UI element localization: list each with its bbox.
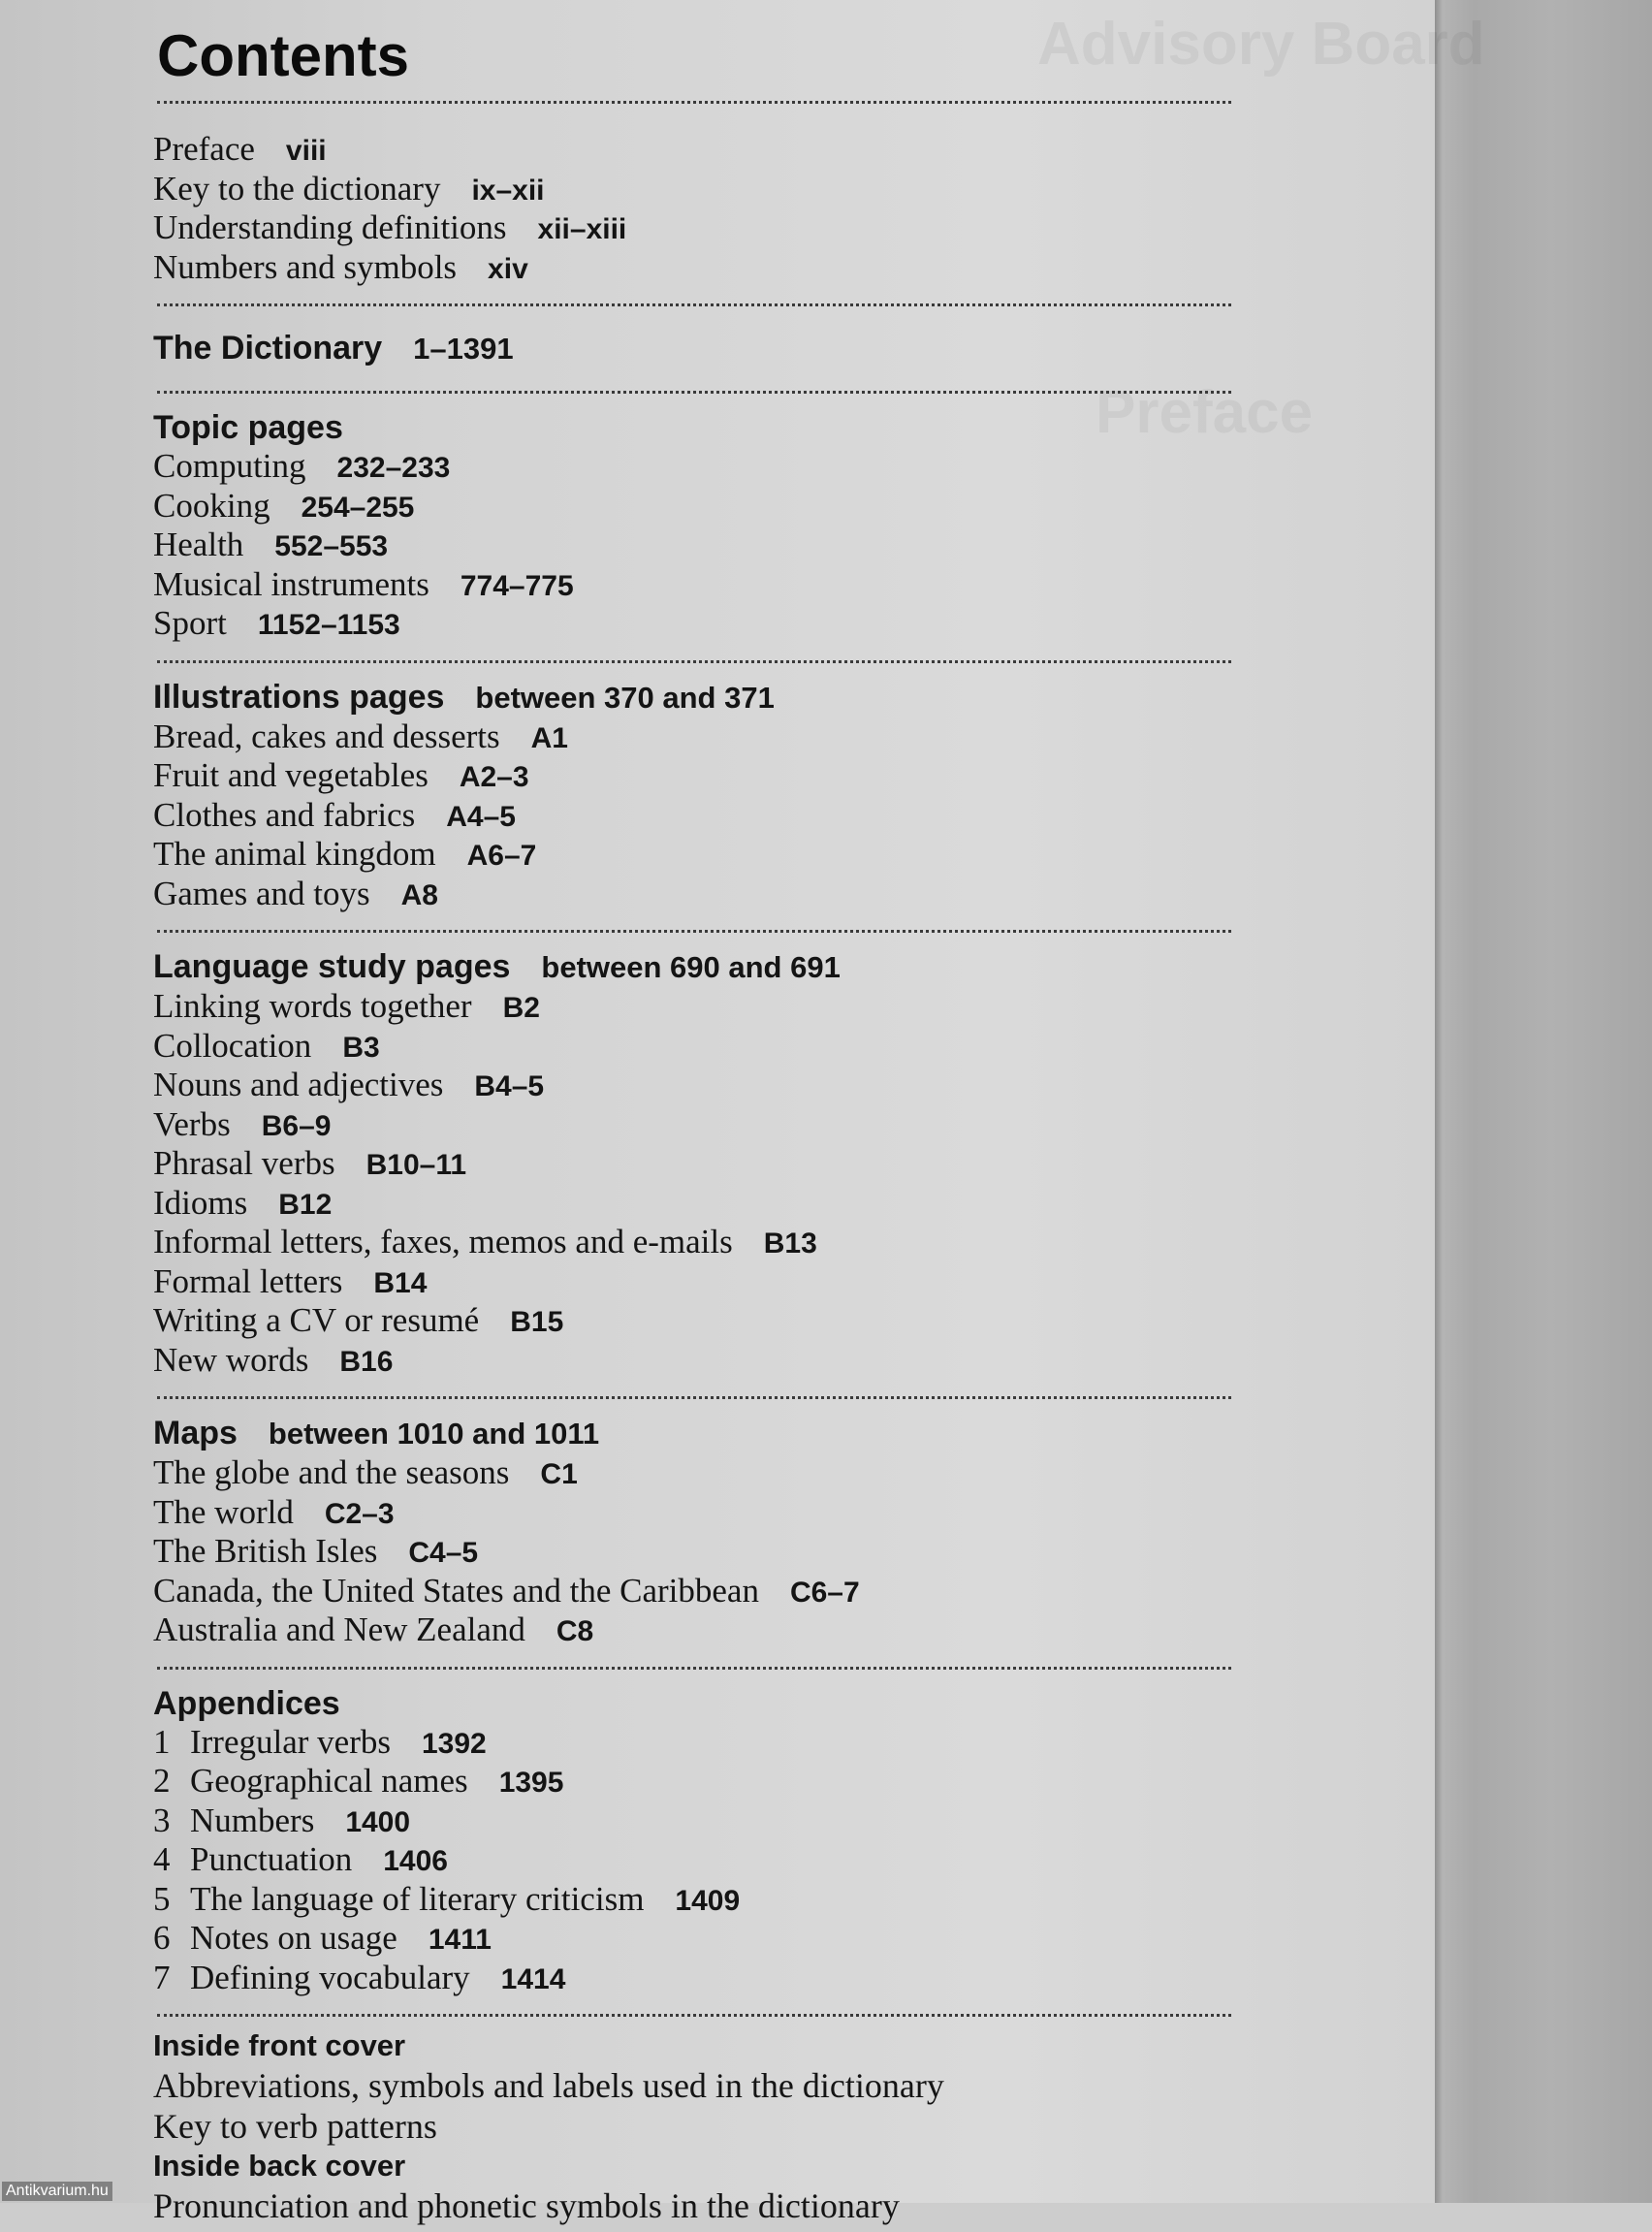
entry-label: Geographical names	[190, 1762, 468, 1800]
language-study-section	[153, 933, 1239, 1387]
appendix-entry[interactable]	[153, 1841, 1239, 1881]
toc-entry[interactable]	[153, 1611, 1239, 1651]
entry-label: Preface	[153, 130, 255, 168]
toc-entry[interactable]	[153, 1533, 1239, 1573]
entry-label: Numbers	[190, 1801, 315, 1839]
section-heading	[153, 677, 1239, 718]
toc-entry[interactable]	[153, 1106, 1239, 1146]
entry-pages: 254–255	[301, 491, 415, 524]
appendix-number: 3	[153, 1801, 171, 1839]
entry-pages: 1152–1153	[257, 609, 400, 641]
entry-pages: 552–553	[274, 530, 389, 562]
entry-label: New words	[153, 1340, 309, 1379]
maps-section	[153, 1399, 1239, 1657]
entry-pages: 1406	[383, 1845, 448, 1877]
maps-range: between 1010 and 1011	[268, 1417, 600, 1451]
toc-entry[interactable]	[153, 1185, 1239, 1225]
entry-label: Health	[153, 526, 244, 563]
entry-label: Bread, cakes and desserts	[153, 717, 500, 755]
entry-pages: 1414	[500, 1962, 566, 1995]
entry-pages: B16	[339, 1345, 394, 1378]
entry-pages: B6–9	[261, 1109, 332, 1142]
entry-pages: 774–775	[460, 569, 574, 602]
toc-entry[interactable]: Pronunciation and phonetic symbols in the dictionary	[153, 2186, 900, 2225]
entry-pages: 1409	[675, 1884, 741, 1917]
entry-pages: ix–xii	[471, 174, 545, 207]
maps-heading: Maps	[153, 1415, 238, 1451]
dictionary-pages: 1–1391	[413, 332, 514, 366]
entry-label: Verbs	[153, 1104, 231, 1143]
appendix-number: 1	[153, 1722, 171, 1761]
toc-entry[interactable]	[153, 1145, 1239, 1185]
toc-entry[interactable]	[153, 1028, 1239, 1068]
appendix-entry[interactable]	[153, 1724, 1239, 1764]
toc-entry[interactable]	[153, 526, 1239, 566]
entry-label: Nouns and adjectives	[153, 1066, 444, 1103]
page-edge	[1435, 0, 1652, 2203]
entry-label: Musical instruments	[153, 564, 429, 603]
entry-label: Formal letters	[153, 1261, 343, 1300]
entry-pages: C4–5	[408, 1537, 479, 1569]
entry-label: The world	[153, 1492, 294, 1531]
show-through-text-2: Preface	[1096, 379, 1314, 446]
entry-pages: 1395	[498, 1767, 564, 1799]
entry-label: Key to the dictionary	[153, 169, 441, 207]
toc-entry[interactable]	[153, 1067, 1239, 1106]
toc-entry[interactable]	[153, 797, 1239, 837]
entry-pages: A6–7	[466, 840, 537, 872]
entry-label: Idioms	[153, 1183, 248, 1222]
entry-label: The globe and the seasons	[153, 1453, 510, 1491]
entry-label: Australia and New Zealand	[153, 1610, 525, 1648]
front-matter-section	[153, 104, 1239, 294]
section-heading: Appendices	[153, 1684, 340, 1722]
entry-pages: xiv	[488, 252, 528, 285]
appendix-entry[interactable]	[153, 1763, 1239, 1802]
topic-pages-section	[153, 394, 1239, 651]
entry-label: The British Isles	[153, 1532, 378, 1570]
entry-label: Games and toys	[153, 874, 370, 912]
toc-entry[interactable]	[153, 988, 1239, 1028]
dictionary-label: The Dictionary	[153, 330, 383, 367]
entry-pages: B15	[510, 1306, 564, 1338]
entry-label: Sport	[153, 604, 227, 642]
appendix-number: 2	[153, 1762, 171, 1800]
toc-entry[interactable]	[153, 1454, 1239, 1494]
entry-pages: viii	[285, 135, 327, 167]
entry-label: Punctuation	[190, 1840, 353, 1878]
appendices-section	[153, 1670, 1239, 2005]
toc-entry[interactable]: Key to verb patterns	[153, 2107, 437, 2146]
entry-label: Cooking	[153, 486, 270, 525]
entry-pages: C8	[556, 1615, 594, 1647]
entry-pages: C1	[540, 1458, 578, 1490]
toc-entry[interactable]	[153, 757, 1239, 797]
entry-pages: B4–5	[474, 1070, 545, 1102]
toc-entry[interactable]	[153, 605, 1239, 645]
entry-label: Fruit and vegetables	[153, 756, 429, 794]
entry-pages: 232–233	[336, 452, 451, 484]
entry-pages: B12	[278, 1188, 333, 1221]
section-heading[interactable]	[153, 328, 1239, 369]
language-heading: Language study pages	[153, 948, 511, 985]
entry-label: Defining vocabulary	[190, 1958, 470, 1996]
appendix-entry[interactable]	[153, 1960, 1239, 1999]
toc-entry[interactable]	[153, 131, 1239, 171]
page-title: Contents	[157, 23, 409, 88]
entry-label: Clothes and fabrics	[153, 795, 416, 834]
toc-entry[interactable]	[153, 1342, 1239, 1382]
inside-front-heading: Inside front cover	[153, 2028, 406, 2062]
inside-back-heading: Inside back cover	[153, 2149, 406, 2183]
show-through-text: Advisory Board	[1037, 11, 1485, 78]
entry-pages: C2–3	[324, 1497, 395, 1530]
entry-pages: B10–11	[365, 1149, 467, 1181]
toc-entry[interactable]	[153, 171, 1239, 210]
illustrations-heading: Illustrations pages	[153, 678, 445, 716]
entry-pages: A1	[530, 721, 568, 754]
toc-entry[interactable]	[153, 566, 1239, 606]
entry-pages: A8	[400, 878, 438, 911]
toc-entry[interactable]	[153, 1494, 1239, 1534]
appendix-entry[interactable]	[153, 1881, 1239, 1921]
entry-pages: C6–7	[789, 1576, 860, 1609]
appendix-number: 4	[153, 1840, 171, 1878]
entry-label: Canada, the United States and the Caribbean	[153, 1571, 759, 1610]
entry-pages: xii–xiii	[537, 213, 627, 245]
entry-label: Writing a CV or resumé	[153, 1301, 480, 1339]
entry-pages: B3	[342, 1031, 380, 1064]
appendix-number: 7	[153, 1958, 171, 1996]
entry-label: Irregular verbs	[190, 1722, 391, 1761]
toc-entry[interactable]	[153, 876, 1239, 915]
entry-label: The animal kingdom	[153, 835, 436, 873]
entry-label: Notes on usage	[190, 1919, 397, 1957]
entry-label: Numbers and symbols	[153, 247, 458, 286]
toc-entry[interactable]	[153, 718, 1239, 758]
appendix-number: 6	[153, 1919, 171, 1957]
entry-pages: 1411	[428, 1924, 492, 1956]
toc-entry[interactable]	[153, 1263, 1239, 1303]
watermark: Antikvarium.hu	[2, 2182, 112, 2201]
covers-section	[153, 2017, 1239, 2232]
entry-pages: A2–3	[459, 761, 529, 793]
section-heading	[153, 946, 1239, 988]
entry-pages: B14	[373, 1266, 428, 1299]
entry-pages: B2	[502, 992, 540, 1024]
language-range: between 690 and 691	[541, 950, 841, 984]
section-heading: Topic pages	[153, 409, 343, 446]
toc-entry[interactable]	[153, 448, 1239, 488]
entry-label: Phrasal verbs	[153, 1144, 335, 1182]
entry-pages: B13	[763, 1228, 817, 1259]
toc-entry[interactable]	[153, 1302, 1239, 1342]
entry-label: The language of literary criticism	[190, 1879, 645, 1918]
appendix-entry[interactable]	[153, 1802, 1239, 1842]
appendix-entry[interactable]	[153, 1920, 1239, 1960]
entry-label: Computing	[153, 447, 306, 485]
toc-entry[interactable]: Abbreviations, symbols and labels used in the dictionary	[153, 2066, 944, 2105]
toc-entry[interactable]	[153, 1224, 1239, 1263]
illustrations-section	[153, 663, 1239, 921]
entry-label: Linking words together	[153, 987, 472, 1025]
toc-entry[interactable]	[153, 488, 1239, 527]
entry-label: Informal letters, faxes, memos and e-mails	[153, 1223, 733, 1260]
dictionary-section	[153, 306, 1239, 381]
entry-label: Collocation	[153, 1026, 312, 1065]
appendix-number: 5	[153, 1879, 171, 1918]
toc-entry[interactable]	[153, 1573, 1239, 1612]
toc-entry[interactable]	[153, 249, 1239, 289]
entry-pages: A4–5	[446, 800, 516, 833]
toc-entry[interactable]	[153, 836, 1239, 876]
toc-entry[interactable]	[153, 209, 1239, 249]
entry-pages: 1392	[421, 1727, 487, 1760]
entry-label: Understanding definitions	[153, 208, 507, 246]
entry-pages: 1400	[345, 1805, 411, 1838]
illustrations-range: between 370 and 371	[475, 680, 775, 715]
contents-page	[153, 21, 1239, 2232]
section-heading	[153, 1413, 1239, 1454]
